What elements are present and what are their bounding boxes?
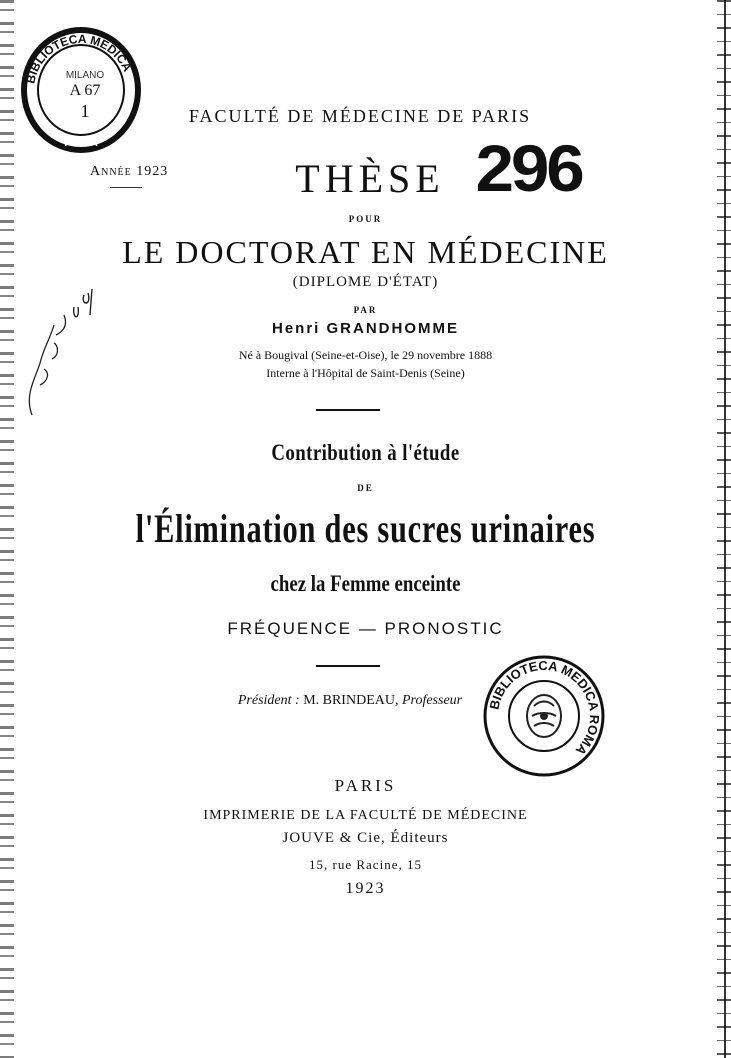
stamp-number: 1 xyxy=(80,101,90,121)
degree-title: LE DOCTORAT EN MÉDECINE xyxy=(122,234,609,270)
author-birth: Né à Bougival (Seine-et-Oise), le 29 novembre 1888 xyxy=(238,348,493,362)
de-label: DE xyxy=(357,483,374,493)
divider xyxy=(316,409,380,411)
imprint-city: PARIS xyxy=(334,776,397,795)
author-name: Henri GRANDHOMME xyxy=(271,320,459,337)
year-label: Année 1923 xyxy=(90,164,169,179)
stamp-ring-text: BIBLIOTECA MEDICA xyxy=(23,31,135,85)
thesis-main-title: l'Élimination des sucres urinaires xyxy=(135,506,596,551)
scan-left-edge xyxy=(0,0,14,1058)
imprint-address: 15, rue Racine, 15 xyxy=(309,857,422,872)
faculty-name: FACULTÉ DE MÉDECINE DE PARIS xyxy=(188,106,532,126)
stamp-city: MILANO xyxy=(65,70,105,81)
president-label: Président : xyxy=(237,693,300,708)
title-intro: Contribution à l'étude xyxy=(271,440,460,465)
pour-label: POUR xyxy=(348,214,383,224)
diploma-type: (DIPLOME D'ÉTAT) xyxy=(292,274,439,290)
stamp-bottom-text: ROMA xyxy=(64,137,98,149)
imprint-publisher: JOUVE & Cie, Éditeurs xyxy=(282,830,449,846)
president-name: M. BRINDEAU, xyxy=(303,693,399,708)
stamp-shelf: A 67 xyxy=(69,82,101,99)
thesis-subtitle: chez la Femme enceinte xyxy=(270,571,461,596)
imprint-year: 1923 xyxy=(345,880,386,897)
imprint-printer: IMPRIMERIE DE LA FACULTÉ DE MÉDECINE xyxy=(203,808,528,823)
stamp-shelfmark xyxy=(58,70,112,121)
these-heading: THÈSE xyxy=(295,156,445,201)
thesis-topics: FRÉQUENCE — PRONOSTIC xyxy=(227,619,504,638)
president-title: Professeur xyxy=(401,693,463,708)
scan-right-border xyxy=(724,0,726,1058)
author-position: Interne à l'Hôpital de Saint-Denis (Seine) xyxy=(266,366,465,380)
divider xyxy=(316,665,380,667)
library-stamp-bottom-right xyxy=(482,654,606,778)
stamp-ring-text: BIBLIOTECA MEDICA ROMA xyxy=(486,657,603,759)
thesis-number: 296 xyxy=(475,131,582,205)
par-label: PAR xyxy=(353,305,378,315)
